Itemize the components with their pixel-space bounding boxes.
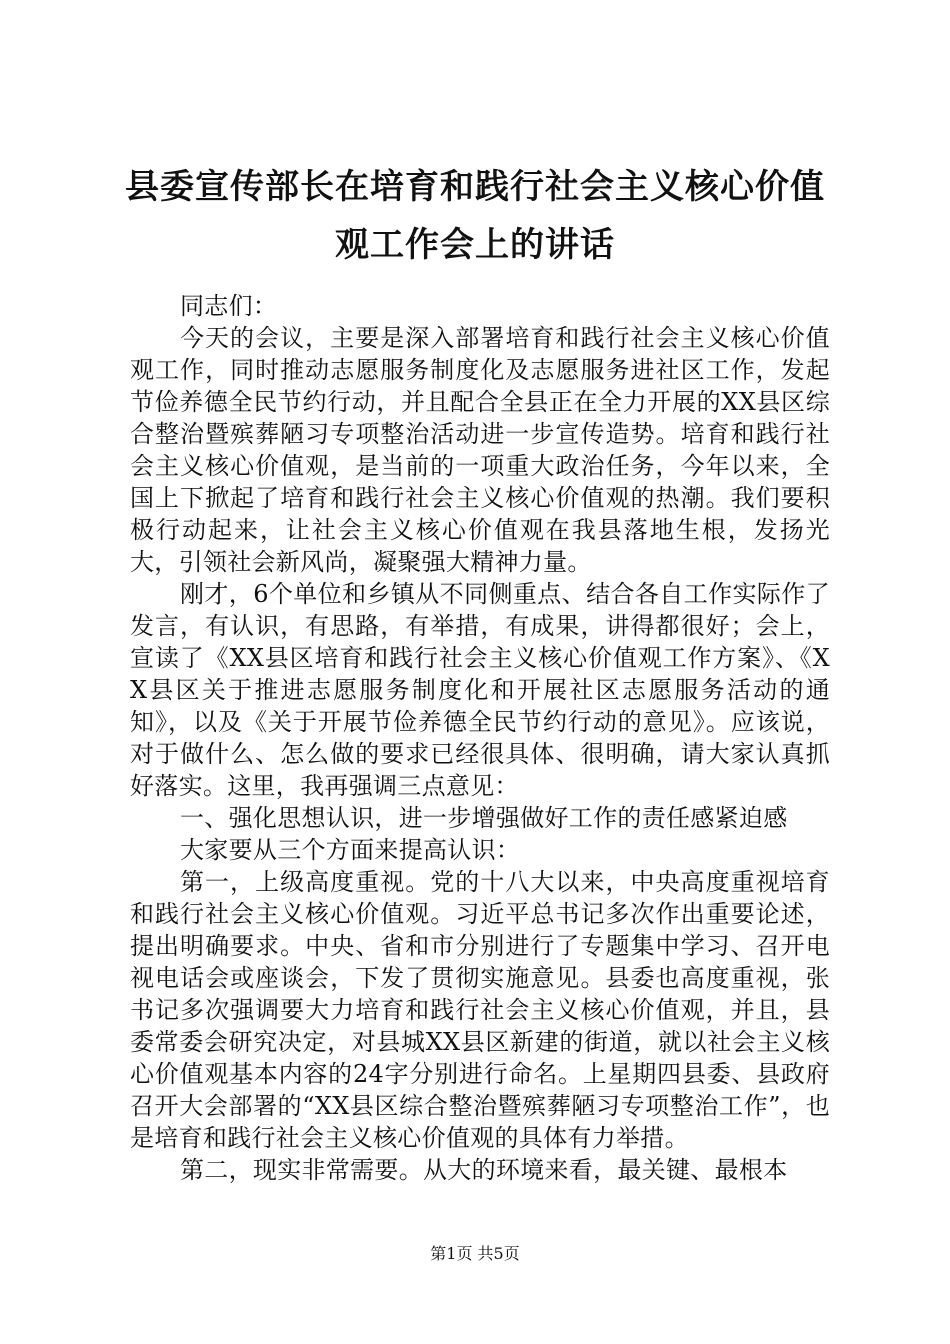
section-heading-1: 一、强化思想认识，进一步增强做好工作的责任感紧迫感 [180,804,788,832]
paragraph-point-1: 第一，上级高度重视。党的十八大以来，中央高度重视培育和践行社会主义核心价值观。习近平总书记多次作出重要论述，提出明确要求。中央、省和市分别进行了专题集中学习、召开电视电话会或座谈会，下发了贯彻实施意见。县委也高度重视，张书记多次强调要大力培育和践行社会主义核心价值观，并且，县委常委会研究决定，对县城XX县区新建的街道，就以社会主义核心价值观基本内容的24字分别进行命名。上星期四县委、县政府召开大会部署的“XX县区综合整治暨殡葬陋习专项整治工作”，也是培育和践行社会主义核心价值观的具体有力举措。 [130,868,830,1152]
paragraph-summary: 刚才，6个单位和乡镇从不同侧重点、结合各自工作实际作了发言，有认识，有思路，有举措，有成果，讲得都很好；会上，宣读了《XX县区培育和践行社会主义核心价值观工作方案》、《XX县区关于推进志愿服务制度化和开展社区志愿服务活动的通知》，以及《关于开展节俭养德全民节约行动的意见》。应该说，对于做什么、怎么做的要求已经很具体、很明确，请大家认真抓好落实。这里，我再强调三点意见： [130,580,830,800]
paragraph-lead: 大家要从三个方面来提高认识： [180,836,521,864]
document-body [130,290,830,1186]
page-footer: 第1页 共5页 [430,1244,520,1263]
paragraph-intro: 今天的会议，主要是深入部署培育和践行社会主义核心价值观工作，同时推动志愿服务制度化及志愿服务进社区工作，发起节俭养德全民节约行动，并且配合全县正在全力开展的XX县区综合整治暨殡葬陋习专项整治活动进一步宣传造势。培育和践行社会主义核心价值观，是当前的一项重大政治任务，今年以来，全国上下掀起了培育和践行社会主义核心价值观的热潮。我们要积极行动起来，让社会主义核心价值观在我县落地生根，发扬光大，引领社会新风尚，凝聚强大精神力量。 [130,324,830,576]
document-title: 县委宣传部长在培育和践行社会主义核心价值观工作会上的讲话 [125,167,825,265]
salutation: 同志们： [180,292,278,320]
paragraph-point-2: 第二，现实非常需要。从大的环境来看，最关键、最根本 [180,1156,788,1184]
